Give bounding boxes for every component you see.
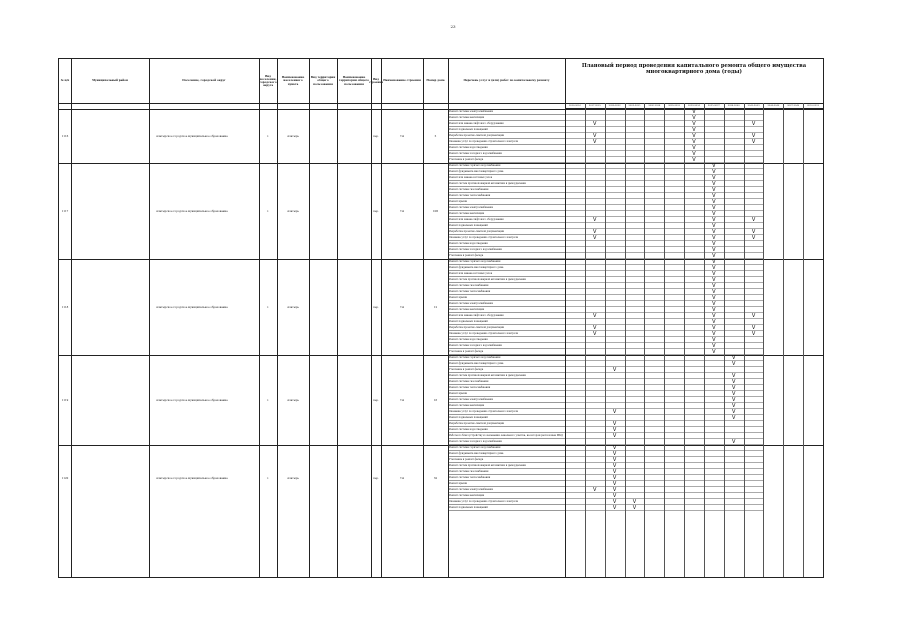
work-item: Ремонт системы водоотведения bbox=[448, 145, 565, 151]
repair-mark: V bbox=[712, 187, 716, 193]
repair-mark: V bbox=[612, 421, 617, 427]
house-building-name: 7-й bbox=[399, 305, 405, 309]
year-label: 2044-2046 bbox=[767, 104, 780, 107]
repair-mark: V bbox=[712, 277, 716, 283]
repair-mark: V bbox=[692, 121, 696, 127]
repair-mark: V bbox=[612, 427, 617, 433]
repair-mark: V bbox=[593, 139, 597, 145]
header-building-type: Вид строения bbox=[368, 77, 384, 84]
header-house-no: Номер дома bbox=[426, 79, 445, 83]
work-item: Ремонт системы электроснабжения bbox=[448, 487, 565, 493]
house-settlement-type: г. bbox=[266, 134, 270, 138]
repair-mark: V bbox=[692, 115, 696, 121]
repair-mark: V bbox=[712, 343, 716, 349]
column-divider bbox=[565, 59, 566, 577]
repair-mark: V bbox=[712, 223, 716, 229]
year-label: 2035-2037 bbox=[707, 104, 720, 107]
repair-mark: V bbox=[751, 313, 756, 319]
column-divider bbox=[149, 59, 150, 577]
repair-mark: V bbox=[632, 499, 637, 505]
house-settlement: Алатырское городское муниципальное образование bbox=[156, 134, 228, 138]
repair-mark: V bbox=[593, 235, 597, 241]
repair-mark: V bbox=[712, 289, 716, 295]
house-locality: Алатырь bbox=[287, 398, 299, 402]
repair-mark: V bbox=[612, 451, 617, 457]
work-item: Ремонт системы газоснабжения bbox=[448, 379, 565, 385]
year-label: 2014-2016 bbox=[568, 104, 581, 107]
repair-mark: V bbox=[712, 265, 716, 271]
year-divider bbox=[585, 103, 586, 577]
work-item: Утепление и ремонт фасада bbox=[448, 349, 565, 355]
repair-mark: V bbox=[712, 259, 716, 265]
repair-mark: V bbox=[612, 481, 617, 487]
work-item: Ремонт системы водоотведения bbox=[448, 427, 565, 433]
repair-mark: V bbox=[731, 355, 736, 361]
year-label: 2029-2031 bbox=[668, 104, 681, 107]
work-item: Ремонт системы электроснабжения bbox=[448, 397, 565, 403]
header-street-name: Наименование территории общего пользования bbox=[339, 76, 369, 86]
house-building-type: пер. bbox=[373, 134, 379, 138]
year-label: 2026-2028 bbox=[648, 104, 661, 107]
repair-mark: V bbox=[612, 433, 617, 439]
year-divider bbox=[763, 103, 764, 577]
work-item: Ремонт системы электроснабжения bbox=[448, 205, 565, 211]
header-building-name: Наименование строения bbox=[383, 79, 421, 83]
work-item: Оказание услуг по проведению строительного контроля bbox=[448, 331, 565, 337]
repair-mark: V bbox=[712, 283, 716, 289]
repair-mark: V bbox=[593, 325, 597, 331]
repair-mark: V bbox=[612, 409, 617, 415]
work-item: Ремонт системы газоснабжения bbox=[448, 187, 565, 193]
work-item: Ремонт подвальных помещений bbox=[448, 127, 565, 133]
repair-mark: V bbox=[712, 175, 716, 181]
repair-mark: V bbox=[712, 247, 716, 253]
work-item: Работы по благоустройству и озеленению земельного участка, на котором расположен МКД bbox=[448, 433, 565, 439]
year-divider bbox=[704, 103, 705, 577]
work-item: Утепление и ремонт фасада bbox=[448, 457, 565, 463]
year-divider bbox=[744, 103, 745, 577]
work-item: Ремонт системы горячего водоснабжения bbox=[448, 163, 565, 169]
work-item: Оказание услуг по проведению строительного контроля bbox=[448, 235, 565, 241]
work-item: Ремонт системы газоснабжения bbox=[448, 283, 565, 289]
repair-mark: V bbox=[612, 499, 617, 505]
work-item: Ремонт системы вентиляции bbox=[448, 493, 565, 499]
column-divider bbox=[277, 59, 278, 577]
work-item: Ремонт или замена лифтового оборудования bbox=[448, 313, 565, 319]
repair-mark: V bbox=[612, 367, 617, 373]
repair-mark: V bbox=[632, 505, 637, 511]
repair-mark: V bbox=[751, 133, 756, 139]
house-settlement-type: г. bbox=[266, 476, 270, 480]
work-item: Ремонт систем противопожарной автоматики и дымоудаления bbox=[448, 463, 565, 469]
work-item: Ремонт фундамента многоквартирного дома bbox=[448, 361, 565, 367]
work-item: Ремонт фундамента многоквартирного дома bbox=[448, 169, 565, 175]
house-house-no: 12 bbox=[433, 305, 438, 309]
house-house-no: 16 bbox=[433, 398, 438, 402]
repair-mark: V bbox=[692, 157, 696, 163]
year-label: 2020-2022 bbox=[608, 104, 621, 107]
repair-mark: V bbox=[712, 205, 716, 211]
work-item: Оказание услуг по проведению строительного контроля bbox=[448, 499, 565, 505]
work-item: Утепление и ремонт фасада bbox=[448, 367, 565, 373]
header-settlement-type: Вид поселения, городского округа bbox=[259, 74, 277, 88]
repair-mark: V bbox=[712, 211, 716, 217]
repair-mark: V bbox=[731, 391, 736, 397]
year-divider bbox=[605, 103, 606, 577]
house-settlement: Алатырское городское муниципальное образование bbox=[156, 209, 228, 213]
house-num: 1119 bbox=[61, 398, 69, 402]
work-item: Ремонт или замена котловых узлов bbox=[448, 175, 565, 181]
repair-mark: V bbox=[593, 217, 597, 223]
work-item: Ремонт системы холодного водоснабжения bbox=[448, 247, 565, 253]
house-settlement-type: г. bbox=[266, 305, 270, 309]
work-item: Ремонт системы вентиляции bbox=[448, 403, 565, 409]
work-item: Ремонт системы вентиляции bbox=[448, 115, 565, 121]
column-divider bbox=[309, 59, 310, 577]
repair-mark: V bbox=[612, 493, 617, 499]
repair-mark: V bbox=[731, 415, 736, 421]
house-locality: Алатырь bbox=[287, 476, 299, 480]
work-item: Оказание услуг по проведению строительного контроля bbox=[448, 409, 565, 415]
work-item: Ремонт крыши bbox=[448, 199, 565, 205]
repair-mark: V bbox=[712, 253, 716, 259]
house-building-type: пер. bbox=[373, 305, 379, 309]
repair-mark: V bbox=[593, 121, 597, 127]
repair-mark: V bbox=[712, 307, 716, 313]
work-item: Ремонт крыши bbox=[448, 391, 565, 397]
house-locality: Алатырь bbox=[287, 134, 299, 138]
work-item: Ремонт или замена лифтового оборудования bbox=[448, 217, 565, 223]
house-building-name: 7-й bbox=[399, 209, 405, 213]
work-item: Ремонт фундамента многоквартирного дома bbox=[448, 451, 565, 457]
work-item: Утепление и ремонт фасада bbox=[448, 157, 565, 163]
repair-mark: V bbox=[731, 439, 736, 445]
repair-mark: V bbox=[731, 397, 736, 403]
repair-mark: V bbox=[751, 121, 756, 127]
house-settlement: Алатырское городское муниципальное образование bbox=[156, 476, 228, 480]
repair-mark: V bbox=[712, 217, 716, 223]
repair-mark: V bbox=[712, 241, 716, 247]
repair-mark: V bbox=[712, 163, 716, 169]
repair-mark: V bbox=[751, 139, 756, 145]
repair-mark: V bbox=[751, 235, 756, 241]
repair-mark: V bbox=[712, 349, 716, 355]
year-divider bbox=[684, 103, 685, 577]
repair-mark: V bbox=[612, 475, 617, 481]
repair-mark: V bbox=[731, 385, 736, 391]
year-label: 2023-2025 bbox=[628, 104, 641, 107]
repair-mark: V bbox=[593, 133, 597, 139]
year-label: 2041-2043 bbox=[747, 104, 760, 107]
repair-mark: V bbox=[712, 169, 716, 175]
repair-mark: V bbox=[712, 301, 716, 307]
work-item: Ремонт системы вентиляции bbox=[448, 211, 565, 217]
work-item: Ремонт или замена лифтового оборудования bbox=[448, 121, 565, 127]
house-house-no: 10Б bbox=[432, 209, 439, 213]
work-item: Ремонт систем противопожарной автоматики и дымоудаления bbox=[448, 373, 565, 379]
year-divider bbox=[803, 103, 804, 577]
repair-mark: V bbox=[692, 151, 696, 157]
work-item: Ремонт системы электроснабжения bbox=[448, 301, 565, 307]
column-divider bbox=[71, 59, 72, 577]
work-item: Ремонт системы холодного водоснабжения bbox=[448, 343, 565, 349]
work-item: Ремонт или замена котловых узлов bbox=[448, 271, 565, 277]
repair-mark: V bbox=[593, 331, 597, 337]
work-item: Утепление и ремонт фасада bbox=[448, 253, 565, 259]
repair-mark: V bbox=[612, 469, 617, 475]
header-street-type: Вид территории общего пользования bbox=[310, 76, 336, 86]
repair-mark: V bbox=[731, 403, 736, 409]
repair-mark: V bbox=[593, 229, 597, 235]
repair-mark: V bbox=[593, 487, 597, 493]
repair-mark: V bbox=[731, 379, 736, 385]
work-item: Ремонт системы холодного водоснабжения bbox=[448, 439, 565, 445]
house-settlement-type: г. bbox=[266, 209, 270, 213]
house-house-no: 32 bbox=[433, 476, 438, 480]
house-num: 1116 bbox=[61, 134, 69, 138]
work-item: Ремонт подвальных помещений bbox=[448, 415, 565, 421]
work-item: Ремонт системы водоотведения bbox=[448, 241, 565, 247]
page-number: 23 bbox=[450, 24, 456, 29]
column-divider bbox=[259, 59, 260, 577]
repair-mark: V bbox=[751, 325, 756, 331]
plan-period-title: Плановый период проведения капитального ремонта общего имущества многоквартирного дома (годы) bbox=[581, 63, 807, 76]
work-item: Ремонт фундамента многоквартирного дома bbox=[448, 265, 565, 271]
work-item: Ремонт системы вентиляции bbox=[448, 307, 565, 313]
year-label: 2017-2019 bbox=[588, 104, 601, 107]
work-item: Ремонт крыши bbox=[448, 481, 565, 487]
house-locality: Алатырь bbox=[287, 305, 299, 309]
repair-mark: V bbox=[751, 217, 756, 223]
repair-mark: V bbox=[731, 361, 736, 367]
house-settlement: Алатырское городское муниципальное образование bbox=[156, 398, 228, 402]
repair-mark: V bbox=[612, 505, 617, 511]
repair-mark: V bbox=[712, 235, 716, 241]
repair-mark: V bbox=[692, 109, 696, 115]
year-label: 2050-2052 bbox=[807, 104, 819, 107]
work-item: Ремонт систем противопожарной автоматики и дымоудаления bbox=[448, 277, 565, 283]
repair-mark: V bbox=[712, 193, 716, 199]
repair-mark: V bbox=[712, 271, 716, 277]
repair-mark: V bbox=[712, 229, 716, 235]
work-item: Ремонт подвальных помещений bbox=[448, 319, 565, 325]
work-item: Ремонт системы теплоснабжения bbox=[448, 475, 565, 481]
house-settlement: Алатырское городское муниципальное образование bbox=[156, 305, 228, 309]
column-divider bbox=[381, 59, 382, 577]
repair-mark: V bbox=[612, 487, 617, 493]
repair-mark: V bbox=[712, 331, 716, 337]
column-divider bbox=[371, 59, 372, 577]
year-label: 2047-2049 bbox=[787, 104, 800, 107]
house-settlement-type: г. bbox=[266, 398, 270, 402]
house-building-name: 7-й bbox=[399, 134, 405, 138]
house-building-name: 7-й bbox=[399, 398, 405, 402]
repair-mark: V bbox=[712, 295, 716, 301]
house-building-type: пер. bbox=[373, 476, 379, 480]
year-divider bbox=[625, 103, 626, 577]
repair-mark: V bbox=[692, 139, 696, 145]
repair-mark: V bbox=[692, 133, 696, 139]
repair-mark: V bbox=[712, 325, 716, 331]
work-item: Ремонт системы горячего водоснабжения bbox=[448, 445, 565, 451]
work-item: Ремонт системы газоснабжения bbox=[448, 469, 565, 475]
work-item: Ремонт крыши bbox=[448, 295, 565, 301]
header-settlement: Поселение, городской округ bbox=[182, 79, 226, 83]
repair-mark: V bbox=[612, 445, 617, 451]
repair-mark: V bbox=[612, 463, 617, 469]
repair-mark: V bbox=[712, 319, 716, 325]
work-item: Ремонт системы горячего водоснабжения bbox=[448, 259, 565, 265]
work-item: Ремонт систем противопожарной автоматики и дымоудаления bbox=[448, 181, 565, 187]
repair-mark: V bbox=[712, 181, 716, 187]
header-district: Муниципальный район bbox=[92, 79, 128, 83]
column-divider bbox=[337, 59, 338, 577]
repair-mark: V bbox=[731, 409, 736, 415]
repair-mark: V bbox=[751, 229, 756, 235]
house-num: 1118 bbox=[61, 305, 69, 309]
house-num: 1117 bbox=[61, 209, 69, 213]
repair-mark: V bbox=[712, 199, 716, 205]
work-item: Ремонт системы теплоснабжения bbox=[448, 193, 565, 199]
work-item: Разработка проектно-сметной документации bbox=[448, 421, 565, 427]
repair-plan-table bbox=[58, 58, 824, 578]
house-house-no: 5 bbox=[434, 134, 437, 138]
column-divider bbox=[423, 59, 424, 577]
repair-mark: V bbox=[692, 145, 696, 151]
repair-mark: V bbox=[751, 331, 756, 337]
house-locality: Алатырь bbox=[287, 209, 299, 213]
work-item: Ремонт подвальных помещений bbox=[448, 505, 565, 511]
year-divider bbox=[783, 103, 784, 577]
work-item: Ремонт системы теплоснабжения bbox=[448, 385, 565, 391]
repair-mark: V bbox=[612, 457, 617, 463]
header-num: № п/п bbox=[60, 79, 70, 83]
work-item: Ремонт системы водоотведения bbox=[448, 337, 565, 343]
work-item: Ремонт системы теплоснабжения bbox=[448, 289, 565, 295]
work-item: Ремонт подвальных помещений bbox=[448, 223, 565, 229]
column-divider bbox=[448, 59, 449, 577]
work-item: Ремонт системы холодного водоснабжения bbox=[448, 151, 565, 157]
house-building-type: пер. bbox=[373, 398, 379, 402]
year-divider bbox=[724, 103, 725, 577]
repair-mark: V bbox=[712, 337, 716, 343]
work-item: Оказание услуг по проведению строительного контроля bbox=[448, 139, 565, 145]
repair-mark: V bbox=[731, 373, 736, 379]
repair-mark: V bbox=[593, 313, 597, 319]
house-num: 1120 bbox=[61, 476, 69, 480]
repair-mark: V bbox=[692, 127, 696, 133]
year-divider bbox=[644, 103, 645, 577]
work-item: Ремонт системы электроснабжения bbox=[448, 109, 565, 115]
year-label: 2032-2034 bbox=[688, 104, 700, 107]
work-item: Разработка проектно-сметной документации bbox=[448, 133, 565, 139]
house-building-name: 7-й bbox=[399, 476, 405, 480]
header-locality: Наименование населенного пункта bbox=[281, 76, 305, 86]
house-building-type: пер. bbox=[373, 209, 379, 213]
work-item: Ремонт системы горячего водоснабжения bbox=[448, 355, 565, 361]
repair-mark: V bbox=[712, 313, 716, 319]
year-label: 2038-2040 bbox=[727, 104, 740, 107]
year-divider bbox=[664, 103, 665, 577]
work-item: Разработка проектно-сметной документации bbox=[448, 229, 565, 235]
header-works: Перечень услуг и (или) работ по капитальному ремонту bbox=[463, 79, 550, 83]
work-item: Разработка проектно-сметной документации bbox=[448, 325, 565, 331]
